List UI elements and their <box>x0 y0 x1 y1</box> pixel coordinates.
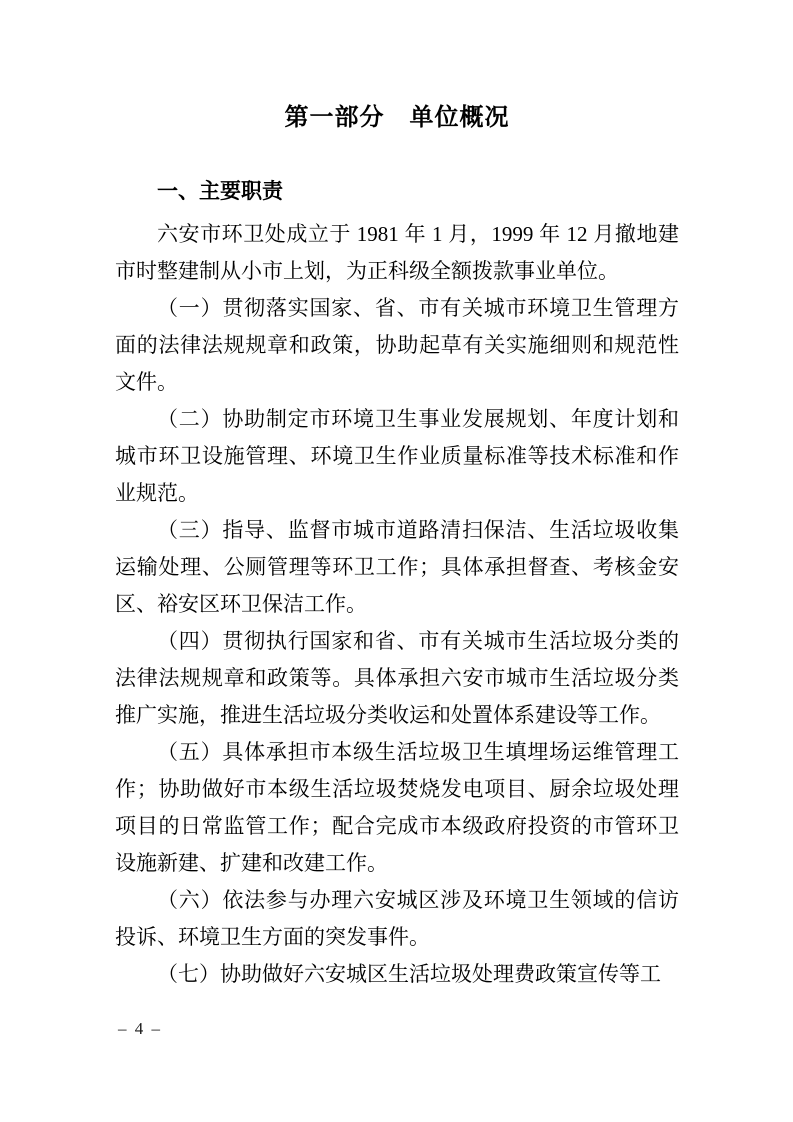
page-number: – 4 – <box>118 1019 162 1038</box>
section-heading: 一、主要职责 <box>157 180 283 203</box>
paragraph-duty-4: （四）贯彻执行国家和省、市有关城市生活垃圾分类的法律法规规章和政策等。具体承担六安市城市生活垃圾分类推广实施，推进生活垃圾分类收运和处置体系建设等工作。 <box>115 629 679 727</box>
paragraph-duty-2: （二）协助制定市环境卫生事业发展规划、年度计划和城市环卫设施管理、环境卫生作业质量标准等技术标准和作业规范。 <box>115 407 679 505</box>
body-text <box>115 216 679 993</box>
paragraph-duty-5: （五）具体承担市本级生活垃圾卫生填埋场运维管理工作；协助做好市本级生活垃圾焚烧发电项目、厨余垃圾处理项目的日常监管工作；配合完成市本级政府投资的市管环卫设施新建、扩建和改建工作。 <box>115 740 679 875</box>
paragraph-intro: 六安市环卫处成立于 1981 年 1 月，1999 年 12 月撤地建市时整建制从小市上划，为正科级全额拨款事业单位。 <box>115 222 679 283</box>
page-content <box>115 0 679 993</box>
page-footer <box>118 1017 162 1041</box>
paragraph-duty-3: （三）指导、监督市城市道路清扫保洁、生活垃圾收集运输处理、公厕管理等环卫工作；具体承担督查、考核金安区、裕安区环卫保洁工作。 <box>115 518 679 616</box>
paragraph-duty-1: （一）贯彻落实国家、省、市有关城市环境卫生管理方面的法律法规规章和政策，协助起草有关实施细则和规范性文件。 <box>115 296 679 394</box>
paragraph-duty-6: （六）依法参与办理六安城区涉及环境卫生领域的信访投诉、环境卫生方面的突发事件。 <box>115 888 679 949</box>
paragraph-duty-7: （七）协助做好六安城区生活垃圾处理费政策宣传等工 <box>157 962 661 986</box>
page-title: 第一部分 单位概况 <box>284 104 510 131</box>
